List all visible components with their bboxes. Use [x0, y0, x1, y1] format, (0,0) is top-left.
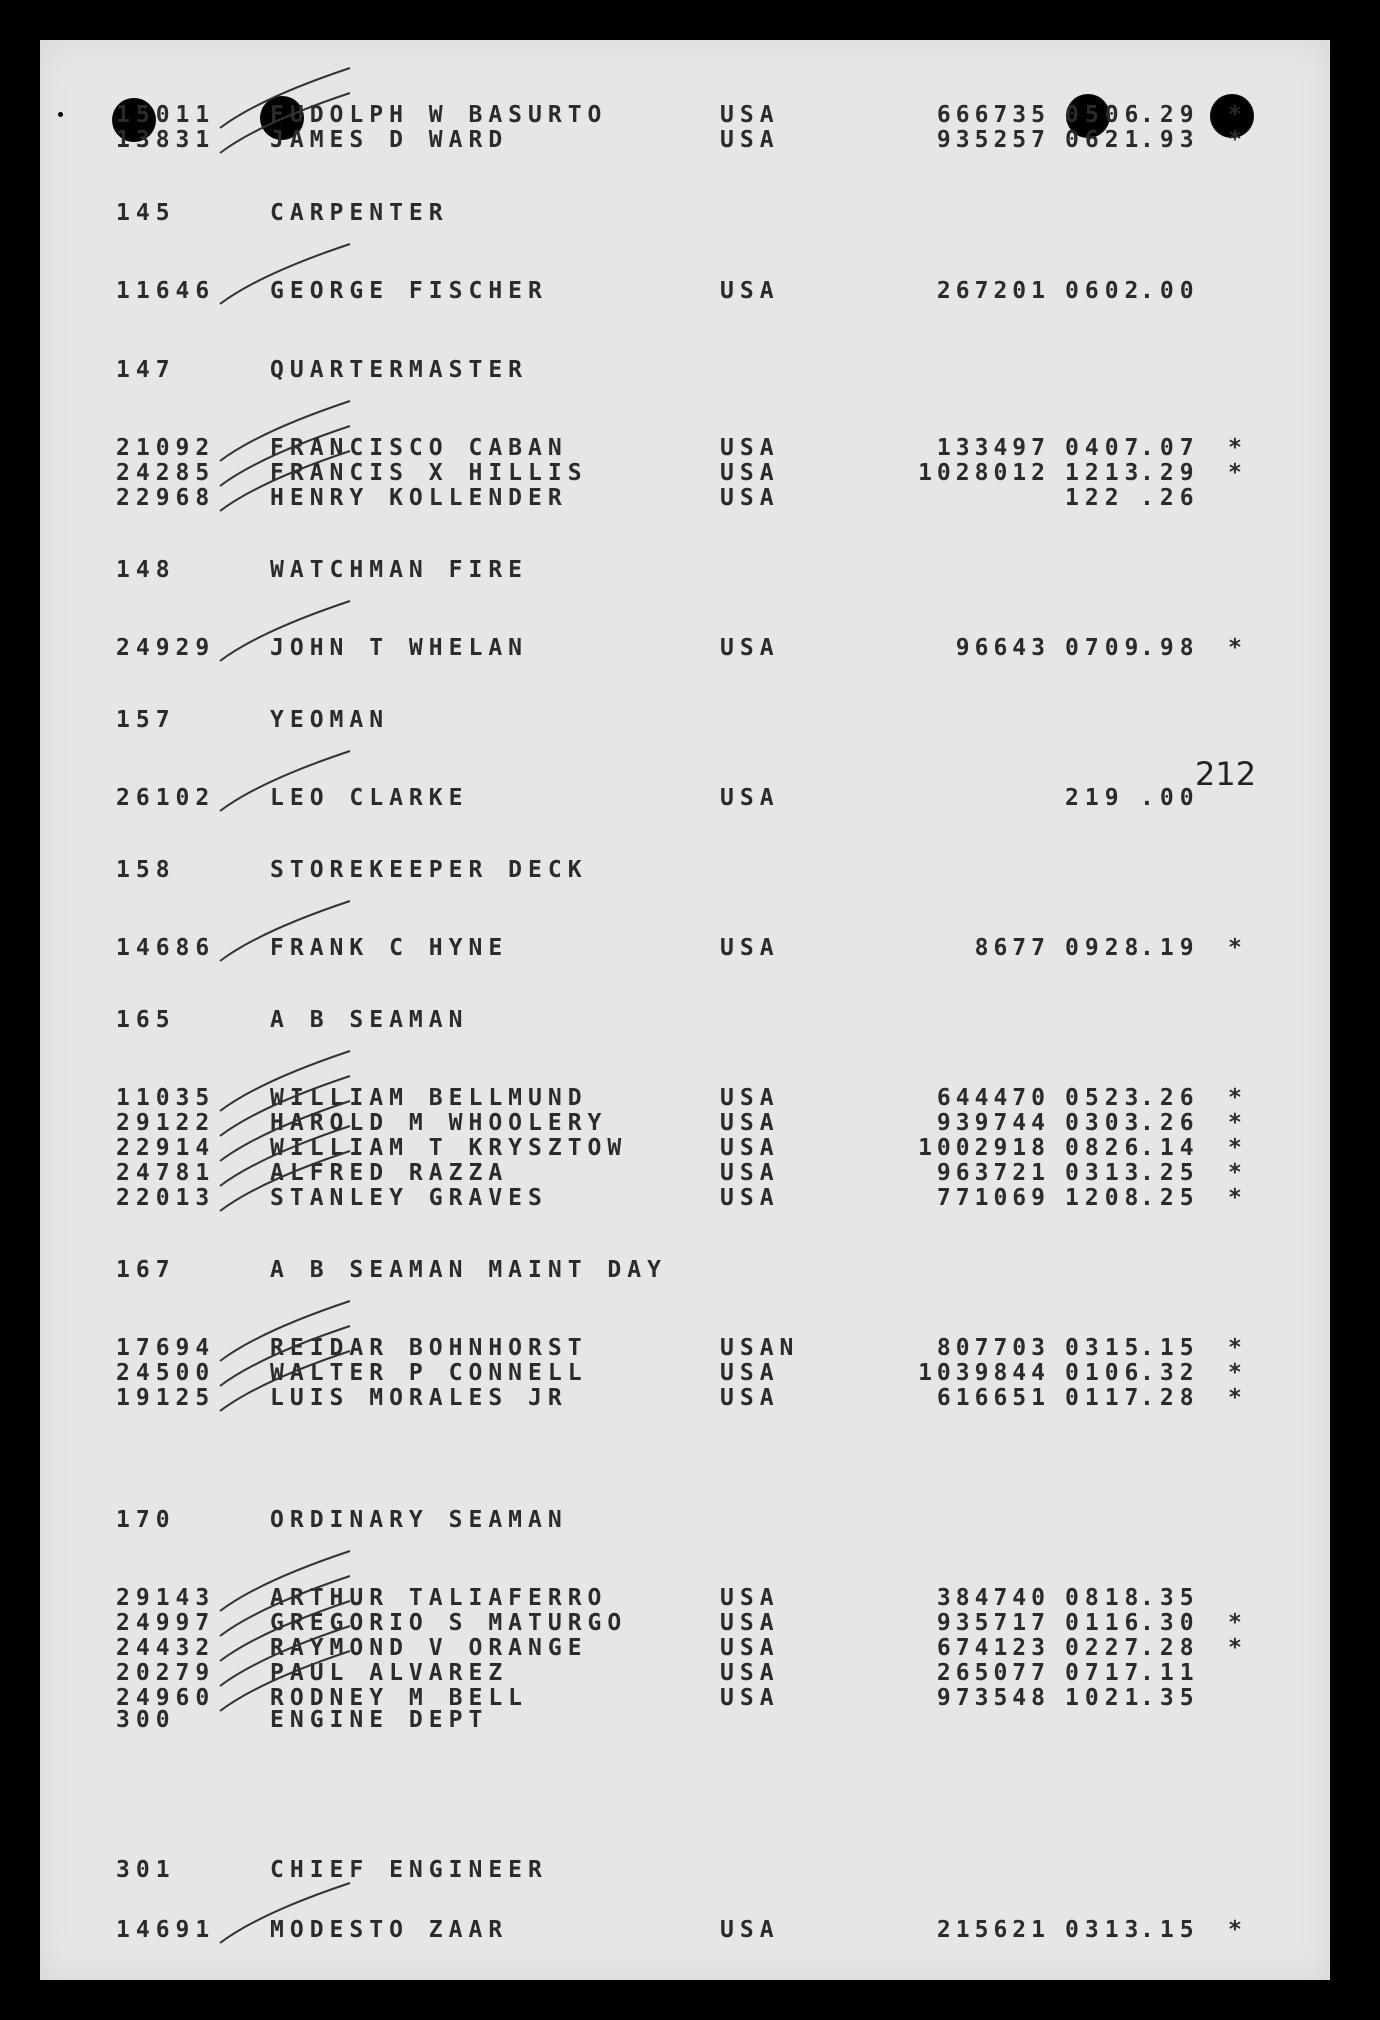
- date-code: 122: [1065, 485, 1125, 511]
- rate-value: .98: [1140, 635, 1200, 661]
- citizenship: USA: [720, 635, 780, 661]
- asterisk-mark: *: [1228, 460, 1248, 486]
- citizenship: USA: [720, 127, 780, 153]
- crew-name: LUIS MORALES JR: [270, 1385, 568, 1411]
- crew-name: STANLEY GRAVES: [270, 1185, 548, 1211]
- crew-name: WALTER P CONNELL: [270, 1360, 588, 1386]
- crew-entry-row: [40, 1335, 1330, 1363]
- z-number: 963721: [936, 1160, 1050, 1186]
- citizenship: USA: [720, 1185, 780, 1211]
- section-heading: [40, 857, 1330, 885]
- entry-number: 13831: [116, 127, 216, 153]
- rate-value: .14: [1140, 1135, 1200, 1161]
- asterisk-mark: *: [1228, 1917, 1248, 1943]
- entry-number: 24929: [116, 635, 216, 661]
- crew-name: WILLIAM BELLMUND: [270, 1085, 588, 1111]
- crew-entry-row: [40, 635, 1330, 663]
- crew-entry-row: [40, 485, 1330, 513]
- rate-value: .15: [1140, 1335, 1200, 1361]
- asterisk-mark: *: [1228, 435, 1248, 461]
- citizenship: USA: [720, 1110, 780, 1136]
- entry-number: 21092: [116, 435, 216, 461]
- asterisk-mark: *: [1228, 1135, 1248, 1161]
- z-number: 935257: [936, 127, 1050, 153]
- date-code: 1213: [1065, 460, 1145, 486]
- section-title: STOREKEEPER DECK: [270, 857, 588, 883]
- z-number: 8677: [974, 935, 1050, 961]
- rate-value: .93: [1140, 127, 1200, 153]
- crew-name: HENRY KOLLENDER: [270, 485, 568, 511]
- section-code: 147: [116, 357, 176, 383]
- date-code: 0826: [1065, 1135, 1145, 1161]
- asterisk-mark: *: [1228, 1185, 1248, 1211]
- rate-value: .11: [1140, 1660, 1200, 1686]
- crew-entry-row: [40, 1110, 1330, 1138]
- section-title: QUARTERMASTER: [270, 357, 529, 383]
- crew-name: REIDAR BOHNHORST: [270, 1335, 588, 1361]
- citizenship: USAN: [720, 1335, 800, 1361]
- z-number: 267201: [936, 278, 1050, 304]
- section-heading: [40, 1007, 1330, 1035]
- entry-number: 11646: [116, 278, 216, 304]
- crew-name: GEORGE FISCHER: [270, 278, 548, 304]
- rate-value: .32: [1140, 1360, 1200, 1386]
- section-heading: [40, 357, 1330, 385]
- rate-value: .29: [1140, 460, 1200, 486]
- crew-name: FRANCIS X HILLIS: [270, 460, 588, 486]
- crew-entry-row: [40, 935, 1330, 963]
- entry-number: 11035: [116, 1085, 216, 1111]
- rate-value: .00: [1140, 278, 1200, 304]
- z-number: 265077: [936, 1660, 1050, 1686]
- entry-number: 24960: [116, 1685, 216, 1711]
- crew-name: ALFRED RAZZA: [270, 1160, 509, 1186]
- rate-value: .28: [1140, 1385, 1200, 1411]
- crew-name: FRANCISCO CABAN: [270, 435, 568, 461]
- asterisk-mark: *: [1228, 1385, 1248, 1411]
- section-heading: [40, 1257, 1330, 1285]
- crew-name: WILLIAM T KRYSZTOW: [270, 1135, 628, 1161]
- section-heading: [40, 1707, 1330, 1735]
- date-code: 0407: [1065, 435, 1145, 461]
- citizenship: USA: [720, 1635, 780, 1661]
- asterisk-mark: *: [1228, 1335, 1248, 1361]
- rate-value: .00: [1140, 785, 1200, 811]
- z-number: 1039844: [918, 1360, 1050, 1386]
- roster-listing: [40, 40, 1330, 1980]
- entry-number: 24500: [116, 1360, 216, 1386]
- z-number: 215621: [936, 1917, 1050, 1943]
- z-number: 616651: [936, 1385, 1050, 1411]
- entry-number: 14686: [116, 935, 216, 961]
- rate-value: .30: [1140, 1610, 1200, 1636]
- entry-number: 15011: [116, 102, 216, 128]
- rate-value: .19: [1140, 935, 1200, 961]
- crew-name: FRANK C HYNE: [270, 935, 509, 961]
- rate-value: .35: [1140, 1685, 1200, 1711]
- z-number: 666735: [936, 102, 1050, 128]
- crew-name: GREGORIO S MATURGO: [270, 1610, 628, 1636]
- date-code: 0313: [1065, 1917, 1145, 1943]
- crew-entry-row: [40, 460, 1330, 488]
- asterisk-mark: *: [1228, 1110, 1248, 1136]
- crew-entry-row: [40, 785, 1330, 813]
- crew-name: FUDOLPH W BASURTO: [270, 102, 608, 128]
- section-code: 148: [116, 557, 176, 583]
- z-number: 133497: [936, 435, 1050, 461]
- citizenship: USA: [720, 1660, 780, 1686]
- asterisk-mark: *: [1228, 1635, 1248, 1661]
- section-code: 157: [116, 707, 176, 733]
- citizenship: USA: [720, 1610, 780, 1636]
- asterisk-mark: *: [1228, 1610, 1248, 1636]
- section-title: CHIEF ENGINEER: [270, 1857, 548, 1883]
- date-code: 0717: [1065, 1660, 1145, 1686]
- citizenship: USA: [720, 435, 780, 461]
- rate-value: .15: [1140, 1917, 1200, 1943]
- citizenship: USA: [720, 1585, 780, 1611]
- z-number: 644470: [936, 1085, 1050, 1111]
- crew-entry-row: [40, 102, 1330, 130]
- page-number-stamp: 212: [1195, 755, 1257, 793]
- section-heading: [40, 200, 1330, 228]
- crew-entry-row: [40, 1385, 1330, 1413]
- rate-value: .07: [1140, 435, 1200, 461]
- crew-entry-row: [40, 1360, 1330, 1388]
- rate-value: .28: [1140, 1635, 1200, 1661]
- crew-name: LEO CLARKE: [270, 785, 469, 811]
- date-code: 0313: [1065, 1160, 1145, 1186]
- asterisk-mark: *: [1228, 1085, 1248, 1111]
- date-code: 0116: [1065, 1610, 1145, 1636]
- date-code: 0303: [1065, 1110, 1145, 1136]
- section-code: 300: [116, 1707, 176, 1733]
- entry-number: 29122: [116, 1110, 216, 1136]
- section-heading: [40, 707, 1330, 735]
- section-heading: [40, 1857, 1330, 1885]
- citizenship: USA: [720, 278, 780, 304]
- crew-entry-row: [40, 1610, 1330, 1638]
- date-code: 219: [1065, 785, 1125, 811]
- citizenship: USA: [720, 1160, 780, 1186]
- crew-name: HAROLD M WHOOLERY: [270, 1110, 608, 1136]
- entry-number: 24781: [116, 1160, 216, 1186]
- section-code: 165: [116, 1007, 176, 1033]
- z-number: 96643: [955, 635, 1050, 661]
- section-title: A B SEAMAN: [270, 1007, 469, 1033]
- entry-number: 20279: [116, 1660, 216, 1686]
- crew-entry-row: [40, 1917, 1330, 1945]
- date-code: 0523: [1065, 1085, 1145, 1111]
- entry-number: 22013: [116, 1185, 216, 1211]
- crew-entry-row: [40, 1585, 1330, 1613]
- entry-number: 29143: [116, 1585, 216, 1611]
- section-title: ORDINARY SEAMAN: [270, 1507, 568, 1533]
- crew-name: PAUL ALVAREZ: [270, 1660, 509, 1686]
- citizenship: USA: [720, 485, 780, 511]
- citizenship: USA: [720, 785, 780, 811]
- section-heading: [40, 557, 1330, 585]
- date-code: 0106: [1065, 1360, 1145, 1386]
- date-code: 0709: [1065, 635, 1145, 661]
- date-code: 0602: [1065, 278, 1145, 304]
- entry-number: 17694: [116, 1335, 216, 1361]
- section-title: YEOMAN: [270, 707, 390, 733]
- asterisk-mark: *: [1228, 1360, 1248, 1386]
- entry-number: 19125: [116, 1385, 216, 1411]
- citizenship: USA: [720, 935, 780, 961]
- date-code: 0928: [1065, 935, 1145, 961]
- date-code: 1208: [1065, 1185, 1145, 1211]
- citizenship: USA: [720, 102, 780, 128]
- section-title: WATCHMAN FIRE: [270, 557, 529, 583]
- date-code: 0621: [1065, 127, 1145, 153]
- section-heading: [40, 1507, 1330, 1535]
- date-code: 0818: [1065, 1585, 1145, 1611]
- asterisk-mark: *: [1228, 1160, 1248, 1186]
- citizenship: USA: [720, 1385, 780, 1411]
- entry-number: 24285: [116, 460, 216, 486]
- crew-entry-row: [40, 278, 1330, 306]
- asterisk-mark: *: [1228, 127, 1248, 153]
- crew-name: JAMES D WARD: [270, 127, 509, 153]
- z-number: 384740: [936, 1585, 1050, 1611]
- section-code: 145: [116, 200, 176, 226]
- z-number: 1028012: [918, 460, 1050, 486]
- crew-entry-row: [40, 1135, 1330, 1163]
- z-number: 674123: [936, 1635, 1050, 1661]
- z-number: 1002918: [918, 1135, 1050, 1161]
- entry-number: 14691: [116, 1917, 216, 1943]
- citizenship: USA: [720, 1085, 780, 1111]
- entry-number: 26102: [116, 785, 216, 811]
- crew-entry-row: [40, 1635, 1330, 1663]
- crew-entry-row: [40, 1660, 1330, 1688]
- rate-value: .26: [1140, 1085, 1200, 1111]
- crew-entry-row: [40, 1185, 1330, 1213]
- z-number: 771069: [936, 1185, 1050, 1211]
- crew-name: RAYMOND V ORANGE: [270, 1635, 588, 1661]
- rate-value: .26: [1140, 1110, 1200, 1136]
- crew-entry-row: [40, 127, 1330, 155]
- document-page: [40, 40, 1330, 1980]
- section-code: 167: [116, 1257, 176, 1283]
- date-code: 0315: [1065, 1335, 1145, 1361]
- citizenship: USA: [720, 1135, 780, 1161]
- asterisk-mark: *: [1228, 102, 1248, 128]
- date-code: 0506: [1065, 102, 1145, 128]
- z-number: 939744: [936, 1110, 1050, 1136]
- z-number: 807703: [936, 1335, 1050, 1361]
- rate-value: .25: [1140, 1185, 1200, 1211]
- section-title: ENGINE DEPT: [270, 1707, 489, 1733]
- z-number: 973548: [936, 1685, 1050, 1711]
- crew-entry-row: [40, 1160, 1330, 1188]
- asterisk-mark: *: [1228, 635, 1248, 661]
- entry-number: 22914: [116, 1135, 216, 1161]
- entry-number: 22968: [116, 485, 216, 511]
- crew-name: JOHN T WHELAN: [270, 635, 529, 661]
- rate-value: .25: [1140, 1160, 1200, 1186]
- crew-entry-row: [40, 1085, 1330, 1113]
- date-code: 1021: [1065, 1685, 1145, 1711]
- crew-name: MODESTO ZAAR: [270, 1917, 509, 1943]
- citizenship: USA: [720, 460, 780, 486]
- section-code: 301: [116, 1857, 176, 1883]
- entry-number: 24997: [116, 1610, 216, 1636]
- section-code: 158: [116, 857, 176, 883]
- z-number: 935717: [936, 1610, 1050, 1636]
- citizenship: USA: [720, 1685, 780, 1711]
- citizenship: USA: [720, 1917, 780, 1943]
- rate-value: .35: [1140, 1585, 1200, 1611]
- entry-number: 24432: [116, 1635, 216, 1661]
- date-code: 0227: [1065, 1635, 1145, 1661]
- section-code: 170: [116, 1507, 176, 1533]
- section-title: A B SEAMAN MAINT DAY: [270, 1257, 667, 1283]
- crew-name: ARTHUR TALIAFERRO: [270, 1585, 608, 1611]
- crew-name: RODNEY M BELL: [270, 1685, 529, 1711]
- citizenship: USA: [720, 1360, 780, 1386]
- section-title: CARPENTER: [270, 200, 449, 226]
- rate-value: .26: [1140, 485, 1200, 511]
- date-code: 0117: [1065, 1385, 1145, 1411]
- crew-entry-row: [40, 435, 1330, 463]
- asterisk-mark: *: [1228, 935, 1248, 961]
- rate-value: .29: [1140, 102, 1200, 128]
